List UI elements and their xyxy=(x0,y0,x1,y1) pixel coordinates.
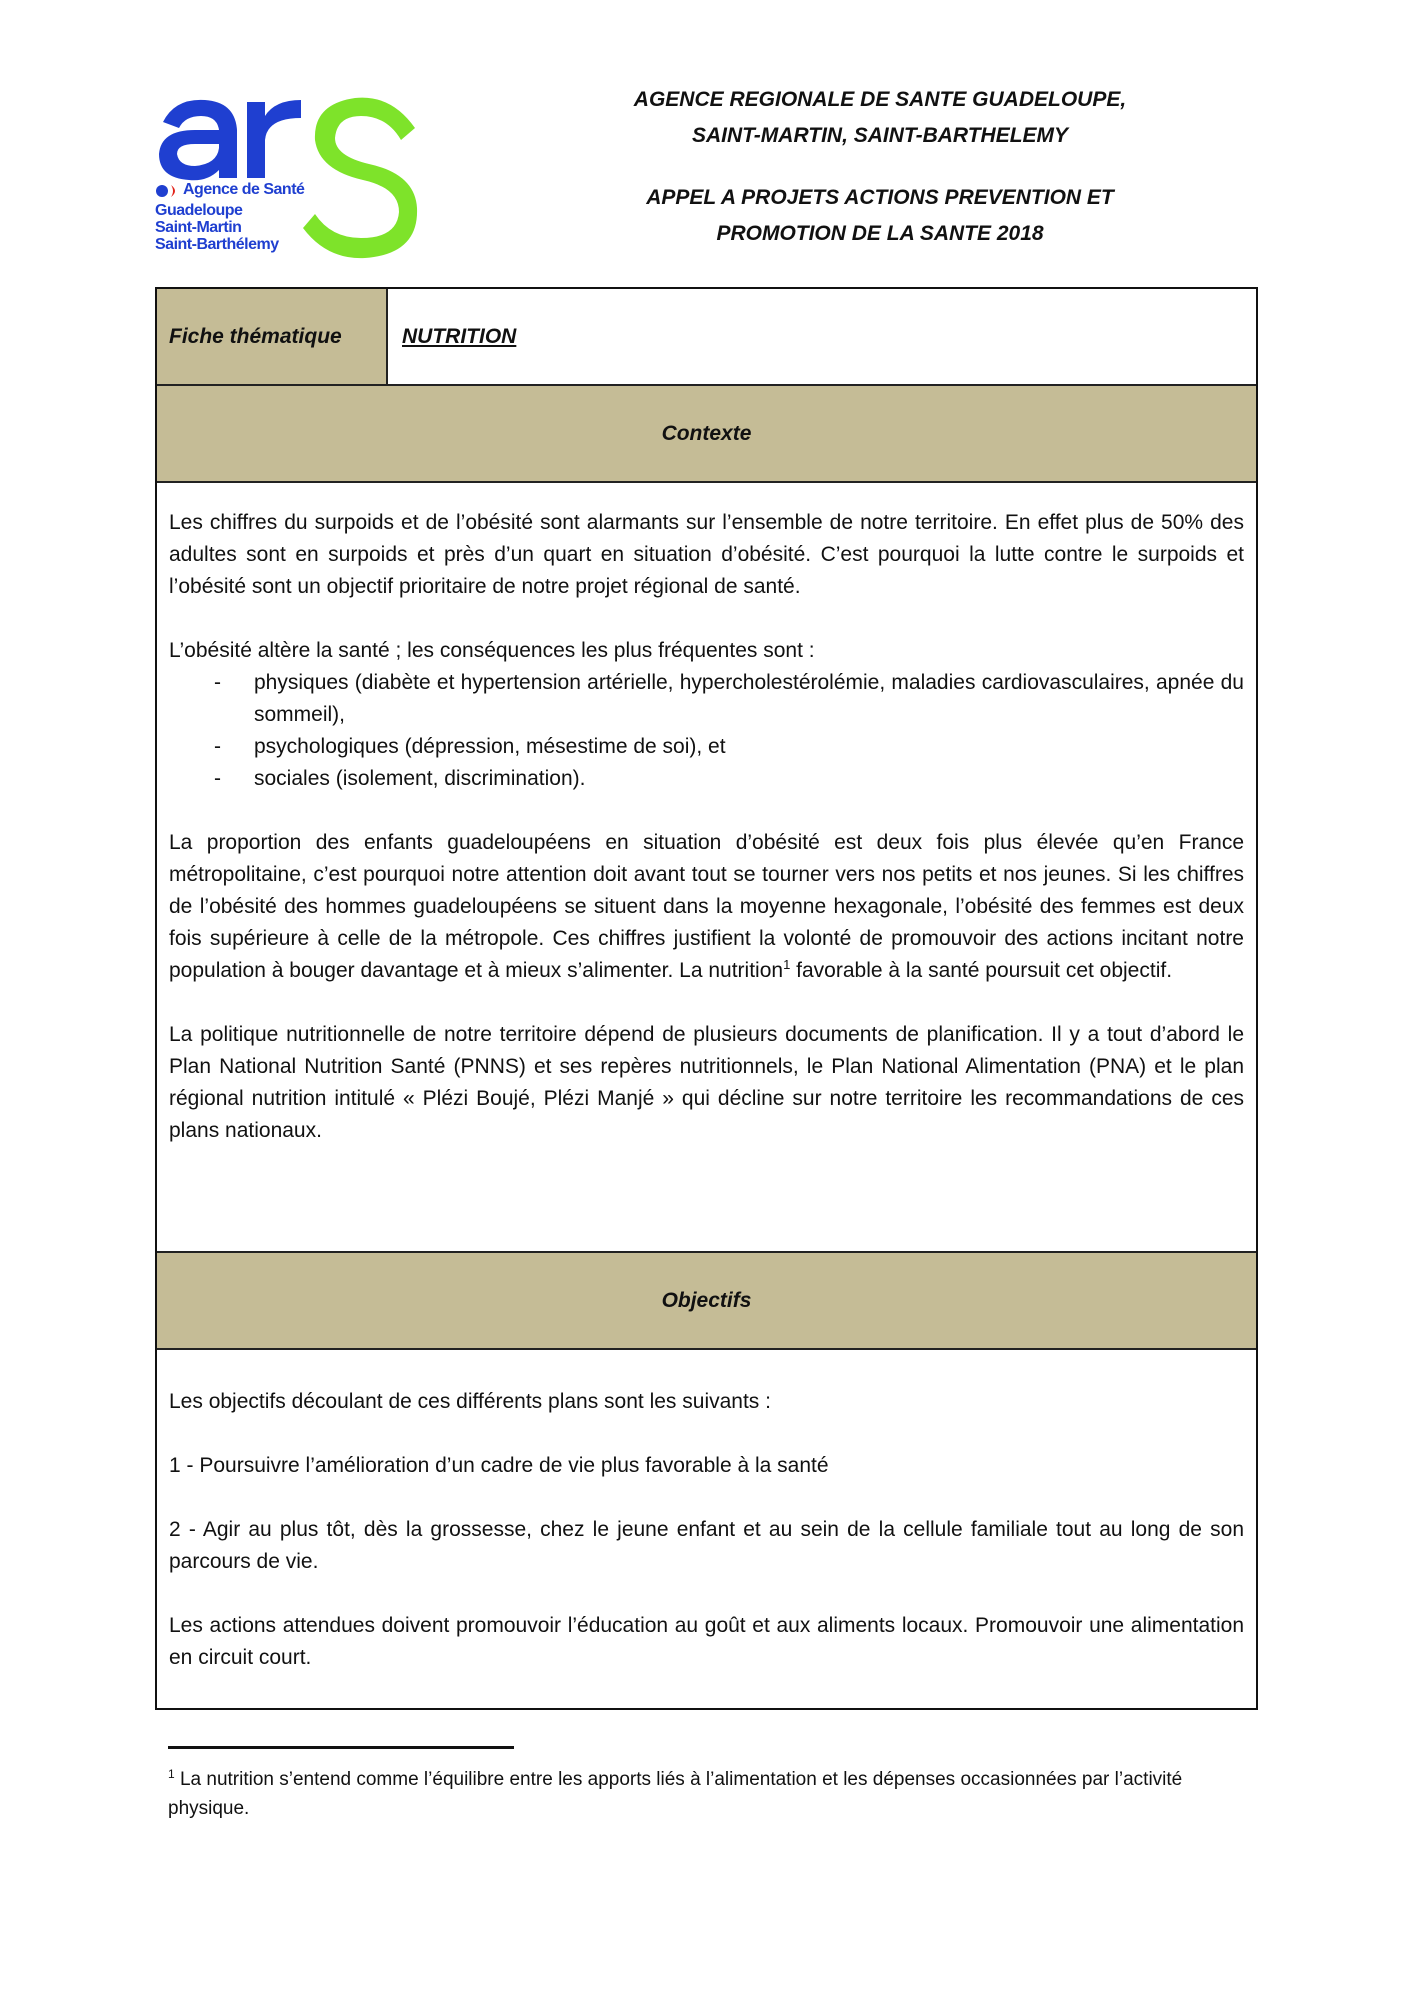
footnote-text: La nutrition s’entend comme l’équilibre entre les apports liés à l’alimentation et les dépenses occasionnées par l’activité physique. xyxy=(168,1769,1183,1819)
list-item: - physiques (diabète et hypertension artérielle, hypercholestérolémie, maladies cardiovasculaires, apnée du sommeil), xyxy=(214,671,1244,726)
logo-region-saint-barthelemy: Saint-Barthélemy xyxy=(155,236,279,253)
contexte-body xyxy=(157,483,1256,1253)
contexte-paragraph-2-intro: L’obésité altère la santé ; les conséquences les plus fréquentes sont : xyxy=(169,639,815,662)
fiche-row xyxy=(157,289,1256,386)
logo-region-saint-martin: Saint-Martin xyxy=(155,219,242,236)
fiche-label: Fiche thématique xyxy=(157,289,388,384)
logo-region-guadeloupe: Guadeloupe xyxy=(155,202,243,219)
contexte-paragraph-3: La proportion des enfants guadeloupéens en situation d’obésité est deux fois plus élevée qu’en France métropolitaine, c’est pourquoi notre attention doit avant tout se tourner vers nos petits et nos jeunes. Si les chiffres de l’obésité des hommes guadeloupéens se situent dans la moyenne hexagonale, l’obésité des femmes est deux fois supérieure à celle de la métropole. Ces chiffres justifient la volonté de promouvoir des actions incitant notre population à bouger davantage et à mieux s’alimenter. La nutrition$^1$ favorable à la santé poursuit cet objectif. xyxy=(169,831,1244,982)
consequences-list xyxy=(169,667,1244,795)
footnote-separator xyxy=(168,1746,514,1749)
agency-title-line1: AGENCE REGIONALE DE SANTE GUADELOUPE, xyxy=(633,88,1127,111)
list-item: - psychologiques (dépression, mésestime de soi), et xyxy=(214,735,726,758)
contexte-header: Contexte xyxy=(157,386,1256,483)
footnote-reference[interactable]: 1 xyxy=(783,957,791,972)
footnote xyxy=(168,1765,1228,1823)
marianne-dots-icon xyxy=(155,183,181,199)
call-title-line2: PROMOTION DE LA SANTE 2018 xyxy=(716,222,1044,245)
objectifs-closing: Les actions attendues doivent promouvoir l’éducation au goût et aux aliments locaux. Promouvoir une alimentation en circuit court. xyxy=(169,1614,1244,1669)
objectif-item-1: 1 - Poursuivre l’amélioration d’un cadre de vie plus favorable à la santé xyxy=(169,1454,829,1477)
contexte-paragraph-4: La politique nutritionnelle de notre territoire dépend de plusieurs documents de planification. Il y a tout d’abord le Plan National Nutrition Santé (PNNS) et ses repères nutritionnels, le Plan National Alimentation (PNA) et le plan régional nutrition intitulé « Plézi Boujé, Plézi Manjé » qui décline sur notre territoire les recommandations de ces plans nationaux. xyxy=(169,1023,1244,1142)
ars-logo xyxy=(155,88,425,268)
list-item: - sociales (isolement, discrimination). xyxy=(214,767,586,790)
fiche-value: NUTRITION xyxy=(402,324,517,348)
thematic-sheet-table xyxy=(155,287,1258,1710)
objectifs-body xyxy=(157,1350,1256,1708)
contexte-paragraph-1: Les chiffres du surpoids et de l’obésité sont alarmants sur l’ensemble de notre territoire. En effet plus de 50% des adultes sont en surpoids et près d’un quart en situation d’obésité. C’est pourquoi la lutte contre le surpoids et l’obésité sont un objectif prioritaire de notre projet régional de santé. xyxy=(169,511,1244,598)
objectifs-header: Objectifs xyxy=(157,1253,1256,1350)
objectif-item-2: 2 - Agir au plus tôt, dès la grossesse, chez le jeune enfant et au sein de la cellule familiale tout au long de son parcours de vie. xyxy=(169,1518,1244,1573)
agency-title xyxy=(600,82,1160,154)
agency-title-line2: SAINT-MARTIN, SAINT-BARTHELEMY xyxy=(691,124,1069,147)
logo-agence-text: Agence de Santé xyxy=(183,181,305,198)
call-title xyxy=(600,180,1160,252)
objectifs-intro: Les objectifs découlant de ces différents plans sont les suivants : xyxy=(169,1390,771,1413)
call-title-line1: APPEL A PROJETS ACTIONS PREVENTION ET xyxy=(646,186,1114,209)
footnote-number: 1 xyxy=(168,1767,175,1781)
